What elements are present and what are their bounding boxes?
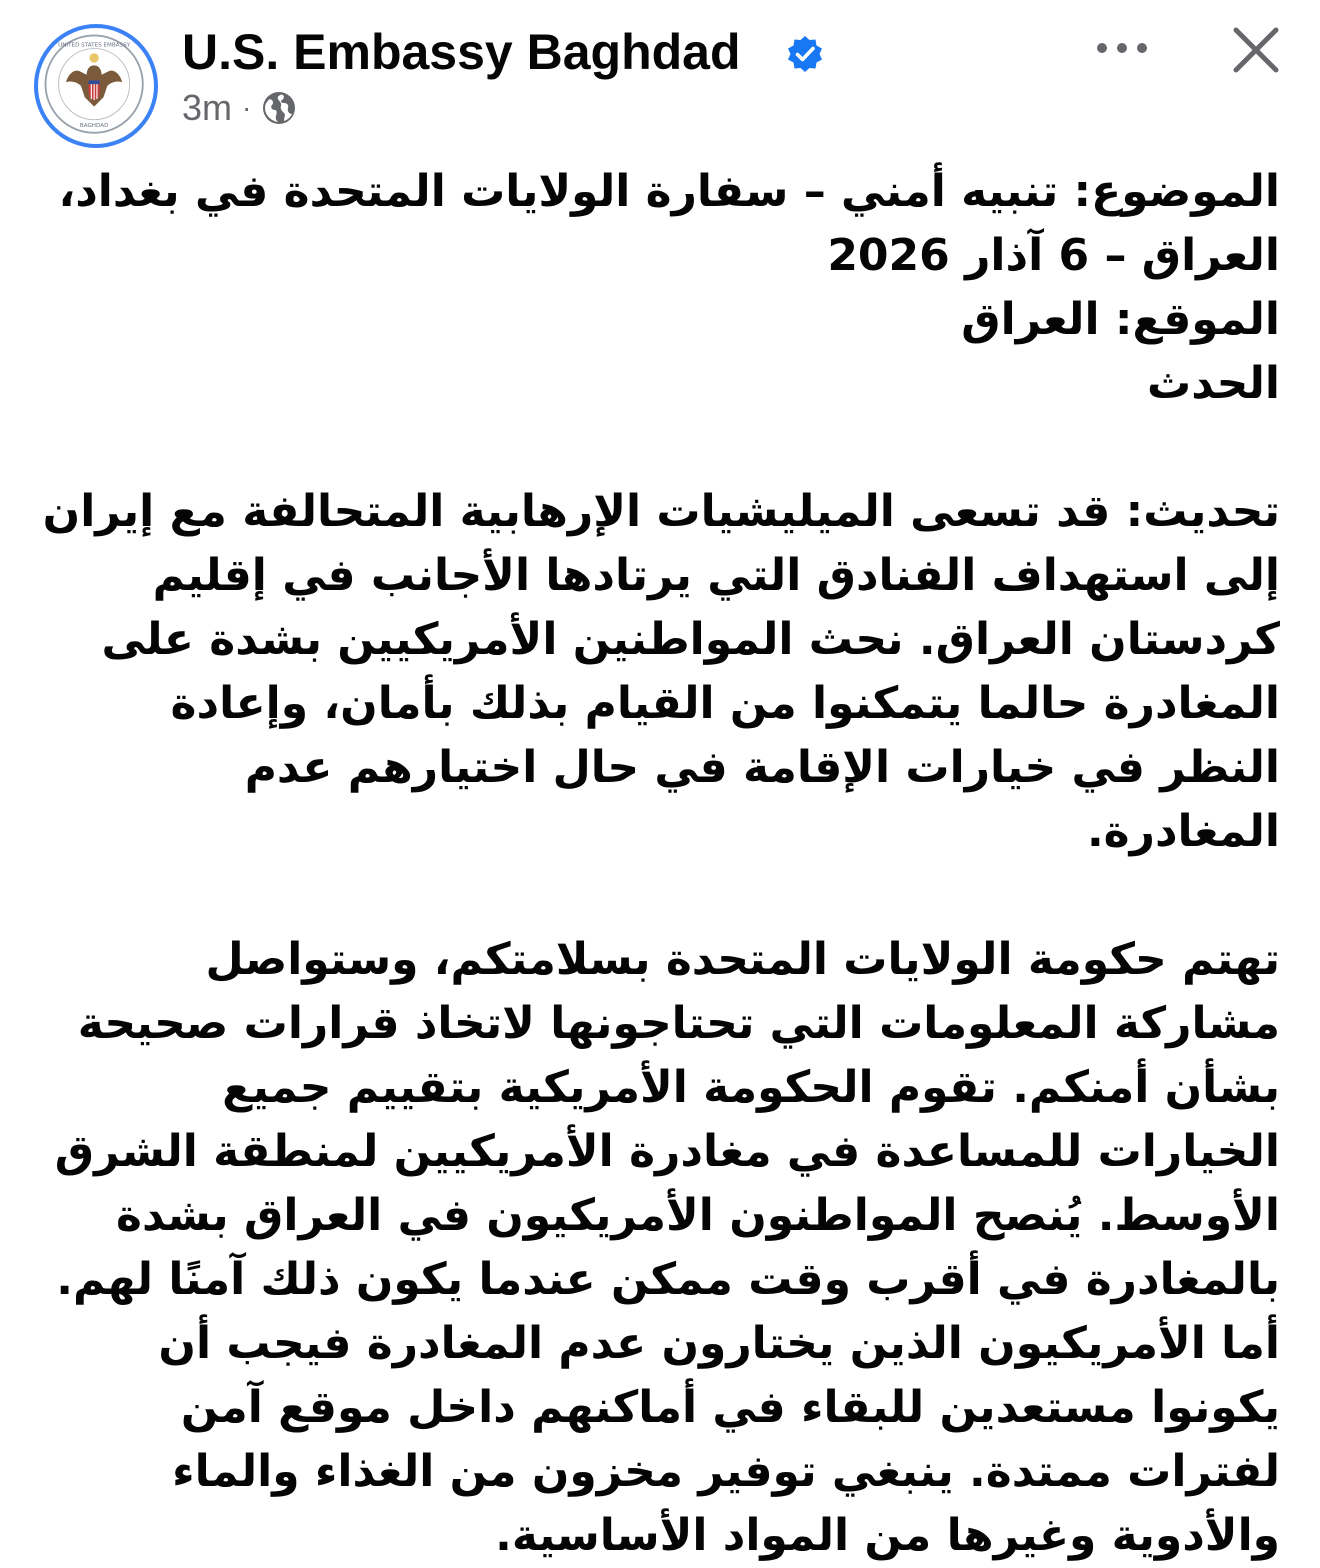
globe-icon[interactable]: [261, 90, 297, 126]
more-options-icon[interactable]: [1094, 38, 1150, 58]
svg-text:BAGHDAD: BAGHDAD: [79, 123, 109, 130]
post-update-paragraph: تحديث: قد تسعى الميليشيات الإرهابية المتحالفة مع إيران إلى استهداف الفنادق التي يرتادها الأجانب في إقليم كردستان العراق. نحث المواطنين الأمريكيين بشدة على المغادرة حالما يتمكنوا من القيام بذلك بأمان، وإعادة النظر في خيارات الإقامة في حال اختيارهم عدم المغادرة.: [42, 486, 1280, 857]
paragraph-gap: [40, 416, 1280, 480]
verified-badge-icon: [785, 34, 825, 74]
post-body: [40, 160, 1280, 1568]
post-meta: [182, 86, 297, 130]
meta-separator: ·: [242, 92, 252, 123]
page-avatar[interactable]: [34, 24, 158, 148]
post-header: [0, 0, 1320, 150]
paragraph-gap: [40, 864, 1280, 928]
post-details-paragraph: تهتم حكومة الولايات المتحدة بسلامتكم، وستواصل مشاركة المعلومات التي تحتاجونها لاتخاذ قرارات صحيحة بشأن أمنكم. تقوم الحكومة الأمريكية بتقييم جميع الخيارات للمساعدة في مغادرة الأمريكيين لمنطقة الشرق الأوسط. يُنصح المواطنون الأمريكيون في العراق بشدة بالمغادرة في أقرب وقت ممكن عندما يكون ذلك آمنًا لهم. أما الأمريكيون الذين يختارون عدم المغادرة فيجب أن يكونوا مستعدين للبقاء في أماكنهم داخل موقع آمن لفترات ممتدة. ينبغي توفير مخزون من الغذاء والماء والأدوية وغيرها من المواد الأساسية.: [54, 934, 1280, 1561]
embassy-seal-icon: [38, 28, 154, 144]
post-header-text: الموضوع: تنبيه أمني – سفارة الولايات المتحدة في بغداد، العراق – 6 آذار 2026 الموقع: العراق الحدث: [58, 166, 1280, 409]
close-icon[interactable]: [1232, 26, 1280, 74]
page-name[interactable]: U.S. Embassy Baghdad: [182, 24, 741, 80]
svg-text:UNITED STATES EMBASSY: UNITED STATES EMBASSY: [58, 42, 131, 49]
post-timestamp[interactable]: 3m: [182, 87, 233, 128]
